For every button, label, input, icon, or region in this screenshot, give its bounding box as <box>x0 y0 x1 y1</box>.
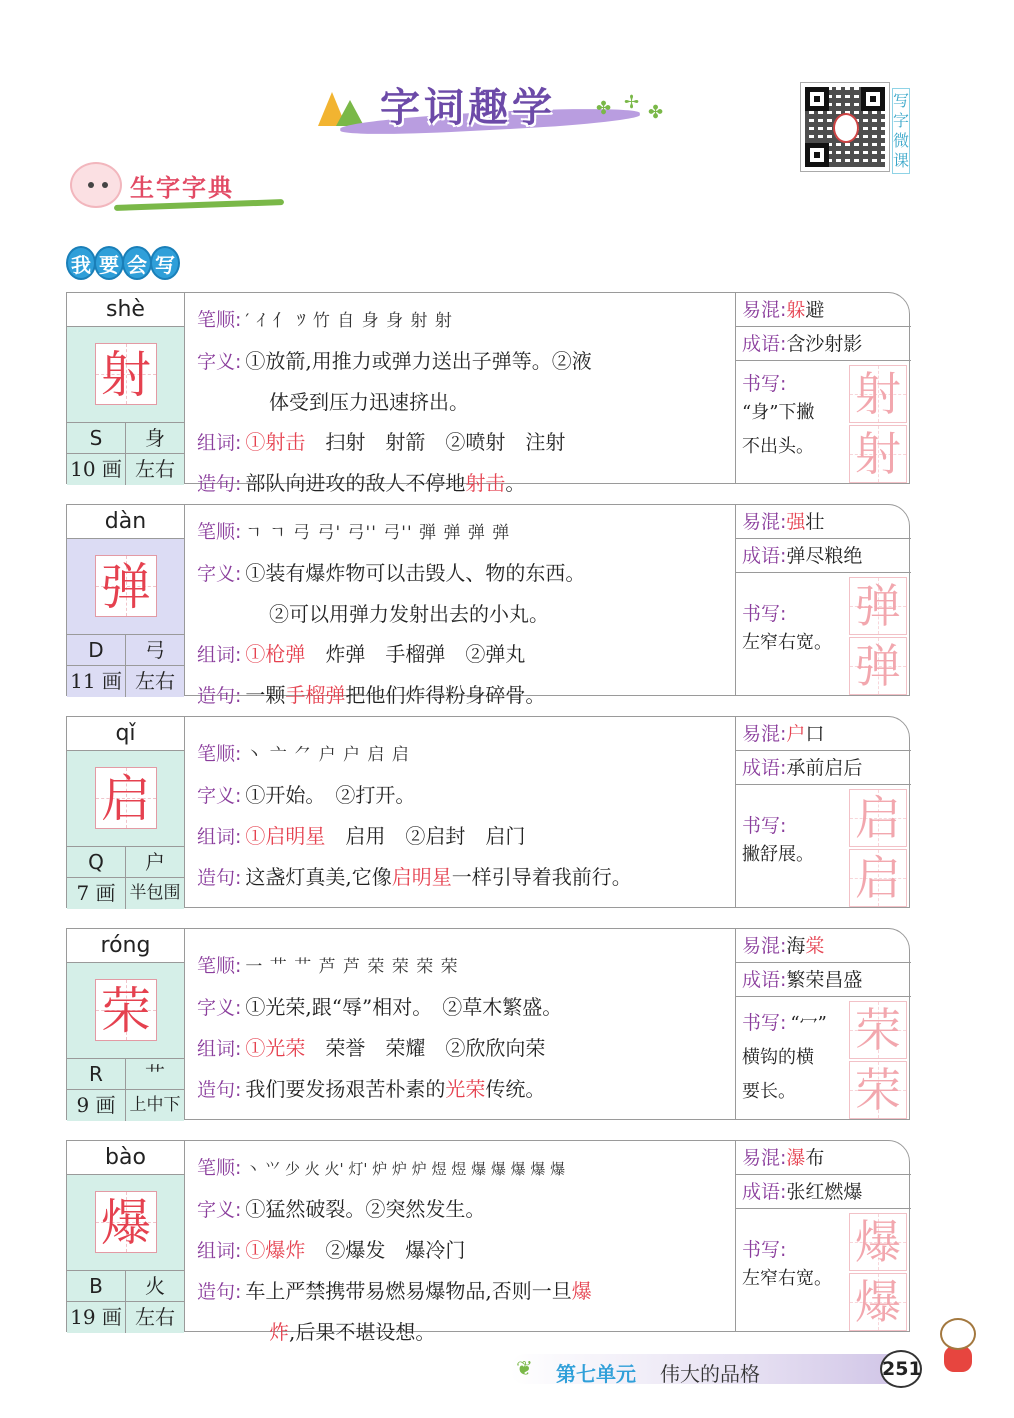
character: 启 <box>101 770 151 828</box>
tracing-char: 弹 <box>849 577 907 635</box>
stroke-order: ㄱ ㄱ 弓 弓' 弓'' 弓'' 弾 弹 弹 弹 <box>245 523 511 543</box>
idiom: 含沙射影 <box>786 333 863 355</box>
stroke-order: ′ ｲ 亻 ﾂ 竹 自 身 身 射 射 <box>245 311 453 331</box>
character-tips: 易混:躲避 成语:含沙射影 书写: “身”下撇 不出头。 射 射 <box>735 293 911 483</box>
character-details: 笔顺: 丶 亠 ⺈ 户 户 启 启 字义: ①开始。 ②打开。 组词: ①启明星 启用 ②启封 启门 造句: 这盏灯真美,它像启明星一样引导着我前行。 <box>197 743 632 889</box>
character-grid <box>95 979 157 1041</box>
tracing-char: 射 <box>849 425 907 483</box>
words: 荣誉 荣耀 ②欣欣向荣 <box>305 1036 546 1060</box>
character-entry <box>66 928 910 1120</box>
character: 荣 <box>101 982 151 1040</box>
highlighted-word: ①光荣 <box>245 1036 306 1060</box>
tracing-char: 启 <box>849 849 907 907</box>
initial-letter: Q <box>67 847 126 877</box>
character-details: 笔顺: ′ ｲ 亻 ﾂ 竹 自 身 身 射 射 字义: ①放箭,用推力或弹力送出子弹等。②液 体受到压力迅速挤出。 组词: ①射击 扫射 射箭 ②喷射 注射 造句: 部队向进攻的敌人不停地射击。 <box>197 309 592 495</box>
stroke-count: 11 画 <box>67 666 126 697</box>
goat-mascot-icon <box>936 1318 980 1374</box>
stroke-order: 一 ⺾ 艹 芦 芦 荣 荣 荣 荣 <box>245 957 459 977</box>
character-entry <box>66 716 910 908</box>
character-grid <box>95 1191 157 1253</box>
tracing-char: 弹 <box>849 637 907 695</box>
writing-tip: “身”下撇 <box>742 402 815 423</box>
sprout-icon: ✤ <box>596 98 612 119</box>
structure: 左右 <box>135 457 175 481</box>
tracing-char: 荣 <box>849 1001 907 1059</box>
qr-code[interactable] <box>800 82 890 172</box>
dictionary-title: 生字字典 <box>130 174 234 202</box>
structure: 上中下 <box>129 1095 181 1115</box>
highlighted-word: ①射击 <box>245 430 306 454</box>
page-title: 字词趣学 <box>380 85 556 131</box>
character-entry <box>66 1140 910 1344</box>
pinyin: róng <box>67 929 184 963</box>
structure: 半包围 <box>129 883 181 903</box>
snail-mascot-icon <box>70 162 122 208</box>
character: 射 <box>101 346 151 404</box>
unit-label: 第七单元 <box>556 1362 636 1386</box>
character-grid <box>95 343 157 405</box>
writing-tip: 撇舒展。 <box>742 844 814 865</box>
confusable-char: 户 <box>786 723 806 745</box>
idiom: 弹尽粮绝 <box>786 545 863 567</box>
radical: 身 <box>145 426 165 450</box>
character-info <box>67 929 185 1119</box>
character-tips: 易混:瀑布 成语:张红燃爆 书写: 左窄右宽。 爆 爆 <box>735 1141 911 1331</box>
radical: 艹 <box>145 1062 165 1086</box>
character-details: 笔顺: ㄱ ㄱ 弓 弓' 弓'' 弓'' 弾 弹 弹 弹 字义: ①装有爆炸物可以击毁人、物的东西。 ②可以用弹力发射出去的小丸。 组词: ①枪弹 炸弹 手榴弹 ②弹丸 造句: 一颗手榴弹把他们炸得粉身碎骨。 <box>197 521 586 707</box>
confusable-char: 躲 <box>786 299 806 321</box>
character-tips: 易混:海棠 成语:繁荣昌盛 书写: “冖” 横钩的横 要长。 荣 荣 <box>735 929 911 1119</box>
radical: 弓 <box>145 638 165 662</box>
structure: 左右 <box>135 1305 175 1329</box>
tracing-char: 爆 <box>849 1273 907 1331</box>
meaning-continued: ②可以用弹力发射出去的小丸。 <box>269 602 549 626</box>
writing-tip: 要长。 <box>742 1081 796 1102</box>
dictionary-heading <box>70 160 290 220</box>
words: 炸弹 手榴弹 ②弹丸 <box>305 642 526 666</box>
qr-caption: 写字微课 <box>892 88 910 174</box>
tracing-char: 爆 <box>849 1213 907 1271</box>
leaf-icon: ❦ <box>516 1356 533 1380</box>
sprout-icon: ✢ <box>624 92 640 113</box>
page-footer <box>510 1350 930 1390</box>
character-details: 笔顺: 一 ⺾ 艹 芦 芦 荣 荣 荣 荣 字义: ①光荣,跟“辱”相对。 ②草木繁盛。 组词: ①光荣 荣誉 荣耀 ②欣欣向荣 造句: 我们要发扬艰苦朴素的光荣传统。 <box>197 955 563 1101</box>
tracing-char: 启 <box>849 789 907 847</box>
writing-tip: 横钩的横 <box>742 1047 814 1068</box>
meaning: ①开始。 ②打开。 <box>245 783 416 807</box>
words: 启用 ②启封 启门 <box>325 824 526 848</box>
character-info <box>67 1141 185 1331</box>
highlighted-word: ①爆炸 <box>245 1238 306 1262</box>
confusable-char: 瀑 <box>786 1147 806 1169</box>
meaning: ①光荣,跟“辱”相对。 ②草木繁盛。 <box>245 995 563 1019</box>
highlighted-word: ①枪弹 <box>245 642 306 666</box>
character-tips: 易混:户口 成语:承前启后 书写: 撇舒展。 启 启 <box>735 717 911 907</box>
pinyin: shè <box>67 293 184 327</box>
tracing-char: 荣 <box>849 1061 907 1119</box>
writing-tip: 不出头。 <box>742 436 814 457</box>
stroke-count: 10 画 <box>67 454 126 485</box>
idiom: 承前启后 <box>786 757 863 779</box>
highlighted-word: ①启明星 <box>245 824 326 848</box>
meaning-continued: 体受到压力迅速挤出。 <box>269 390 469 414</box>
stroke-order: 丶 亠 ⺈ 户 户 启 启 <box>245 745 410 765</box>
character: 爆 <box>101 1194 151 1252</box>
idiom: 繁荣昌盛 <box>786 969 863 991</box>
stroke-count: 9 画 <box>67 1090 126 1121</box>
teacher-avatar-icon <box>833 113 859 143</box>
initial-letter: D <box>67 635 126 665</box>
character-entry <box>66 292 910 495</box>
page-number: 251 <box>880 1350 922 1388</box>
writing-tip: 左窄右宽。 <box>742 1268 832 1289</box>
confusable-char: 棠 <box>805 935 825 957</box>
character-entry <box>66 504 910 707</box>
radical: 户 <box>145 850 165 874</box>
pinyin: dàn <box>67 505 184 539</box>
meaning: ①放箭,用推力或弹力送出子弹等。②液 <box>245 349 592 373</box>
stroke-count: 7 画 <box>67 878 126 909</box>
writing-tip: 左窄右宽。 <box>742 632 832 653</box>
writing-tip: “冖” <box>790 1013 827 1034</box>
tracing-char: 射 <box>849 365 907 423</box>
words: ②爆发 爆冷门 <box>305 1238 466 1262</box>
idiom: 张红燃爆 <box>786 1181 863 1203</box>
pinyin: qǐ <box>67 717 184 751</box>
structure: 左右 <box>135 669 175 693</box>
character-tips: 易混:强壮 成语:弹尽粮绝 书写: 左窄右宽。 弹 弹 <box>735 505 911 695</box>
character-details: 笔顺: 丶 ⺍ 少 火 火' 灯' 炉 炉 炉 煜 煜 爆 爆 爆 爆 爆 字义: ①猛然破裂。②突然发生。 组词: ①爆炸 ②爆发 爆冷门 造句: 车上严禁携带易燃易爆物品,否则一旦爆 炸,后果不堪设想。 <box>197 1157 592 1344</box>
mountain-icon <box>336 100 364 126</box>
meaning: ①装有爆炸物可以击毁人、物的东西。 <box>245 561 586 585</box>
meaning: ①猛然破裂。②突然发生。 <box>245 1197 486 1221</box>
sprout-icon: ✤ <box>648 102 664 123</box>
character-info <box>67 293 185 483</box>
radical: 火 <box>145 1274 165 1298</box>
character-info <box>67 717 185 907</box>
confusable-char: 强 <box>786 511 806 533</box>
stroke-count: 19 画 <box>67 1302 126 1333</box>
unit-topic: 伟大的品格 <box>660 1362 760 1386</box>
pinyin: bào <box>67 1141 184 1175</box>
character-grid <box>95 555 157 617</box>
stroke-order: 丶 ⺍ 少 火 火' 灯' 炉 炉 炉 煜 煜 爆 爆 爆 爆 爆 <box>245 1160 566 1178</box>
character-info <box>67 505 185 695</box>
character: 弹 <box>101 558 151 616</box>
initial-letter: B <box>67 1271 126 1301</box>
section-badge: 我 要 会 写 <box>66 246 194 282</box>
banner <box>310 70 680 140</box>
initial-letter: R <box>67 1059 126 1089</box>
words: 扫射 射箭 ②喷射 注射 <box>305 430 566 454</box>
character-grid <box>95 767 157 829</box>
initial-letter: S <box>67 423 126 453</box>
